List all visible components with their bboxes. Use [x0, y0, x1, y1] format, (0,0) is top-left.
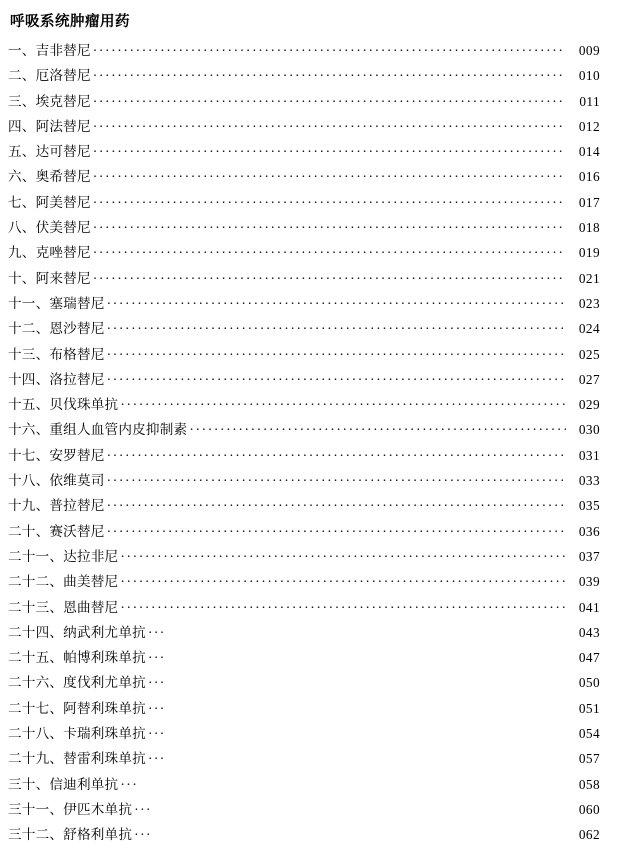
- toc-entry-label: 二十二、曲美替尼: [8, 574, 119, 590]
- toc-entry-page-number: 051: [578, 700, 600, 716]
- toc-entry-label: 二十八、卡瑞利珠单抗: [8, 726, 146, 742]
- table-of-contents: [8, 38, 600, 848]
- toc-entry[interactable]: [8, 493, 600, 518]
- toc-entry-page-number: 043: [578, 624, 600, 640]
- toc-leader-dots: [105, 342, 566, 367]
- toc-entry-label: 二、厄洛替尼: [8, 68, 91, 84]
- toc-entry-label: 十五、贝伐珠单抗: [8, 397, 119, 413]
- toc-entry[interactable]: [8, 190, 600, 215]
- toc-entry[interactable]: [8, 595, 600, 620]
- toc-entry-page-number: 057: [578, 751, 600, 767]
- toc-entry-label: 十、阿来替尼: [8, 270, 91, 286]
- toc-entry-page-number: 035: [578, 498, 600, 514]
- toc-entry-page-number: 031: [578, 447, 600, 463]
- toc-entry-label: 四、阿法替尼: [8, 118, 91, 134]
- toc-leader-dots: [91, 63, 566, 88]
- toc-entry-page-number: 009: [578, 43, 600, 58]
- toc-leader-dots: [132, 797, 566, 822]
- toc-entry-page-number: 060: [578, 801, 600, 817]
- toc-leader-dots: [91, 89, 566, 114]
- toc-entry[interactable]: [8, 139, 600, 164]
- toc-leader-dots: [118, 569, 566, 594]
- toc-leader-dots: [118, 392, 566, 417]
- toc-leader-dots: [118, 544, 566, 569]
- toc-leader-dots: [105, 519, 566, 544]
- toc-entry-page-number: 037: [578, 548, 600, 564]
- toc-leader-dots: [105, 493, 566, 518]
- toc-entry-label: 十六、重组人血管内皮抑制素: [8, 422, 188, 438]
- toc-entry[interactable]: [8, 468, 600, 493]
- toc-entry-label: 二十六、度伐利尤单抗: [8, 675, 146, 691]
- toc-entry-label: 五、达可替尼: [8, 144, 91, 160]
- toc-entry-page-number: 010: [578, 68, 600, 84]
- toc-leader-dots: [91, 190, 566, 215]
- toc-entry-label: 十八、依维莫司: [8, 473, 105, 489]
- toc-leader-dots: [105, 367, 566, 392]
- toc-entry-page-number: 019: [578, 245, 600, 261]
- toc-entry-page-number: 058: [578, 776, 600, 792]
- toc-entry-page-number: 047: [578, 650, 600, 666]
- toc-entry-page-number: 025: [578, 346, 600, 362]
- toc-leader-dots: [146, 645, 566, 670]
- toc-leader-dots: [105, 316, 566, 341]
- toc-leader-dots: [91, 164, 566, 189]
- toc-entry[interactable]: [8, 670, 600, 695]
- toc-entry-label: 十七、安罗替尼: [8, 447, 105, 463]
- toc-entry-label: 八、伏美替尼: [8, 220, 91, 236]
- toc-entry[interactable]: [8, 417, 600, 442]
- toc-entry[interactable]: [8, 772, 600, 797]
- toc-leader-dots: [146, 746, 566, 771]
- toc-entry-label: 十二、恩沙替尼: [8, 321, 105, 337]
- toc-entry[interactable]: [8, 38, 600, 63]
- toc-entry-page-number: 017: [578, 194, 600, 210]
- toc-entry-label: 一、吉非替尼: [8, 43, 91, 58]
- toc-entry[interactable]: [8, 696, 600, 721]
- toc-entry[interactable]: [8, 822, 600, 847]
- toc-entry-label: 九、克唑替尼: [8, 245, 91, 261]
- toc-entry[interactable]: [8, 114, 600, 139]
- toc-entry[interactable]: [8, 746, 600, 771]
- toc-entry[interactable]: [8, 797, 600, 822]
- toc-entry-label: 二十四、纳武利尤单抗: [8, 624, 146, 640]
- toc-entry-label: 七、阿美替尼: [8, 194, 91, 210]
- toc-leader-dots: [105, 291, 566, 316]
- toc-entry[interactable]: [8, 63, 600, 88]
- toc-leader-dots: [91, 114, 566, 139]
- toc-entry-page-number: 030: [578, 422, 600, 438]
- toc-entry-page-number: 029: [578, 397, 600, 413]
- toc-entry-label: 二十七、阿替利珠单抗: [8, 700, 146, 716]
- toc-leader-dots: [91, 38, 566, 63]
- toc-entry[interactable]: [8, 240, 600, 265]
- toc-leader-dots: [187, 417, 566, 442]
- toc-entry-label: 二十一、达拉非尼: [8, 548, 119, 564]
- toc-leader-dots: [91, 240, 566, 265]
- toc-entry-label: 二十、赛沃替尼: [8, 523, 105, 539]
- toc-entry[interactable]: [8, 164, 600, 189]
- toc-entry[interactable]: [8, 569, 600, 594]
- toc-leader-dots: [118, 595, 566, 620]
- toc-entry-page-number: 062: [578, 827, 600, 843]
- toc-entry-page-number: 041: [578, 599, 600, 615]
- toc-entry-label: 三、埃克替尼: [8, 93, 91, 109]
- toc-entry[interactable]: [8, 392, 600, 417]
- toc-entry-page-number: 027: [578, 371, 600, 387]
- toc-leader-dots: [91, 139, 566, 164]
- toc-entry-page-number: 039: [578, 574, 600, 590]
- toc-entry[interactable]: [8, 443, 600, 468]
- toc-entry-label: 二十九、替雷利珠单抗: [8, 751, 146, 767]
- toc-leader-dots: [146, 670, 566, 695]
- toc-entry[interactable]: [8, 89, 600, 114]
- toc-leader-dots: [146, 696, 566, 721]
- toc-leader-dots: [132, 822, 566, 847]
- toc-entry-label: 三十二、舒格利单抗: [8, 827, 133, 843]
- toc-entry[interactable]: [8, 620, 600, 645]
- toc-entry[interactable]: [8, 645, 600, 670]
- toc-entry-label: 三十一、伊匹木单抗: [8, 801, 133, 817]
- toc-entry-page-number: 024: [578, 321, 600, 337]
- toc-entry-label: 二十五、帕博利珠单抗: [8, 650, 146, 666]
- toc-entry[interactable]: [8, 367, 600, 392]
- toc-entry[interactable]: [8, 721, 600, 746]
- toc-entry-page-number: 036: [578, 523, 600, 539]
- toc-entry-label: 二十三、恩曲替尼: [8, 599, 119, 615]
- toc-entry-label: 六、奥希替尼: [8, 169, 91, 185]
- toc-entry-page-number: 012: [578, 118, 600, 134]
- toc-entry[interactable]: [8, 266, 600, 291]
- toc-entry-label: 十三、布格替尼: [8, 346, 105, 362]
- toc-entry-page-number: 023: [578, 295, 600, 311]
- toc-entry[interactable]: [8, 342, 600, 367]
- toc-entry-label: 三十、信迪利单抗: [8, 776, 119, 792]
- toc-leader-dots: [118, 772, 566, 797]
- toc-leader-dots: [91, 266, 566, 291]
- toc-leader-dots: [146, 620, 566, 645]
- toc-entry[interactable]: [8, 291, 600, 316]
- toc-entry-page-number: 033: [578, 473, 600, 489]
- toc-entry-label: 十四、洛拉替尼: [8, 371, 105, 387]
- toc-entry[interactable]: [8, 215, 600, 240]
- toc-entry-page-number: 018: [578, 220, 600, 236]
- toc-entry-page-number: 014: [578, 144, 600, 160]
- toc-entry-label: 十一、塞瑞替尼: [8, 295, 105, 311]
- toc-entry-page-number: 021: [578, 270, 600, 286]
- toc-entry[interactable]: [8, 544, 600, 569]
- toc-leader-dots: [146, 721, 566, 746]
- toc-entry[interactable]: [8, 519, 600, 544]
- toc-leader-dots: [105, 443, 566, 468]
- page-title: 呼吸系统肿瘤用药: [10, 14, 130, 30]
- toc-entry-page-number: 016: [578, 169, 600, 185]
- toc-entry[interactable]: [8, 316, 600, 341]
- toc-leader-dots: [105, 468, 566, 493]
- toc-entry-label: 十九、普拉替尼: [8, 498, 105, 514]
- toc-entry-page-number: 050: [578, 675, 600, 691]
- toc-entry-page-number: 011: [579, 93, 600, 109]
- toc-leader-dots: [91, 215, 566, 240]
- toc-entry-page-number: 054: [578, 726, 600, 742]
